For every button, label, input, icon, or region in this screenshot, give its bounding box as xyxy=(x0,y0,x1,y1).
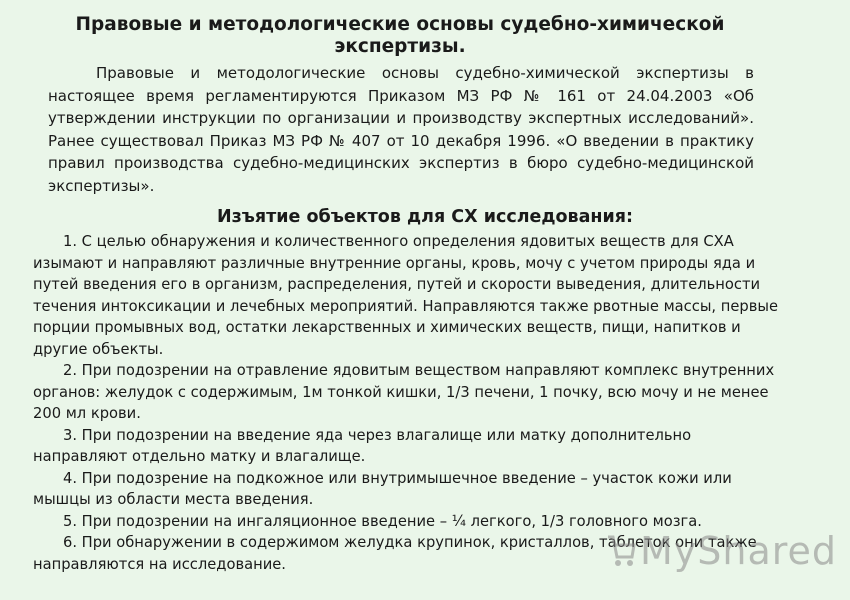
list-item: 3. При подозрении на введение яда через влагалище или матку дополнительно направляют отдельно матку и влагалище. xyxy=(33,426,692,465)
page-title: Правовые и методологические основы судебно-химической экспертизы. xyxy=(75,14,725,57)
watermark-text: MyShared xyxy=(640,529,838,573)
intro-paragraph: Правовые и методологические основы судебно-химической экспертизы в настоящее время регламентируются Приказом МЗ РФ № 161 от 24.04.2003 «Об утверждении инструкции по организации и производству экспертных исследований». Ранее существовал Приказ МЗ РФ № 407 от 10 декабря 1996. «О введении в практику правил производства судебно-медицинских экспертиз в бюро судебно-медицинской экспертизы». xyxy=(48,64,754,195)
list-item: 4. При подозрение на подкожное или внутримышечное введение – участок кожи или мышцы из области места введения. xyxy=(33,469,732,508)
list-item: 6. При обнаружении в содержимом желудка крупинок, кристаллов, таблеток они также направляются на исследование. xyxy=(33,534,757,573)
list-item: 2. При подозрении на отравление ядовитым веществом направляют комплекс внутренних органов: желудок с содержимым, 1м тонкой кишки, 1/3 печени, 1 почку, всю мочу и не менее 200 мл крови. xyxy=(33,362,775,422)
list-item: 1. С целью обнаружения и количественного определения ядовитых веществ для СХА изымают и направляют различные внутренние органы, кровь, мочу с учетом природы яда и путей введения его в организм, распределения, путей и скорости выведения, длительности течения интоксикации и лечебных мероприятий. Направляются также рвотные массы, первые порции промывных вод, остатки лекарственных и химических веществ, пищи, напитков и другие объекты. xyxy=(33,233,779,358)
items-list xyxy=(33,231,785,575)
list-item: 5. При подозрении на ингаляционное введение – ¼ легкого, 1/3 головного мозга. xyxy=(63,512,702,530)
section-title: Изъятие объектов для СХ исследования: xyxy=(216,207,634,227)
